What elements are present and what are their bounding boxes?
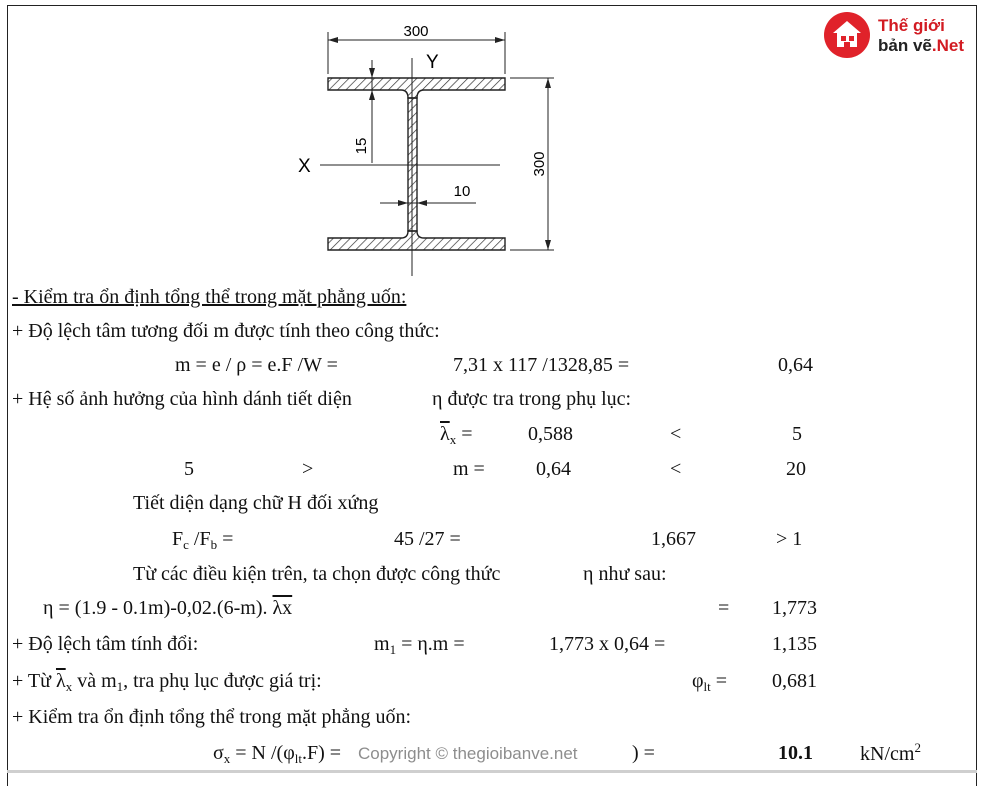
axis-x-label: X (298, 156, 311, 177)
check-intro: + Kiểm tra ổn định tổng thể trong mặt phẳng uốn: (12, 706, 411, 728)
lambda-lt: < (670, 423, 682, 445)
eta-eq: = (718, 597, 730, 619)
lambda-x: $\overline{\lambda}_x$ = (440, 423, 473, 447)
m1-formula: $m_1 = \eta.m$ = (374, 633, 465, 657)
range-m: m = (453, 458, 485, 480)
phi-value: 0,681 (772, 670, 817, 692)
lambda-value: 0,588 (528, 423, 573, 445)
sigma-formula: $\sigma_x = N$ $/(\varphi_{lt}.F)$ = (213, 742, 342, 766)
m-value: 0,64 (778, 354, 813, 376)
m1-calc: 1,773 x 0,64 = (549, 633, 666, 655)
phi-symbol: $\varphi_{lt}$ = (692, 670, 728, 694)
range-high: 20 (786, 458, 806, 480)
range-m-value: 0,64 (536, 458, 571, 480)
eta-value: 1,773 (772, 597, 817, 619)
m1-intro: + Độ lệch tâm tính đổi: (12, 633, 199, 655)
logo-line2: bản vẽ.Net (878, 36, 964, 55)
eta-formula: η = (1.9 - 0.1m)-0,02.(6-m). $\overline{\lambda x}$ (43, 597, 293, 619)
fc-fb-ratio: $F_c$ $/F_b$ = (172, 528, 234, 552)
bottom-divider (7, 770, 977, 773)
fc-compare: > 1 (776, 528, 803, 550)
sigma-value: 10.1 (778, 742, 813, 764)
dim-width-label: 300 (403, 23, 429, 40)
shape-intro: + Hệ số ảnh hưởng của hình dánh tiết diện (12, 388, 352, 410)
choose-text: Từ các điều kiện trên, ta chọn được công thức (133, 563, 501, 585)
choose-eta: η như sau: (583, 563, 667, 585)
shape-eta: η được tra trong phụ lục: (432, 388, 632, 410)
bottom-flange (328, 231, 505, 250)
top-flange (328, 78, 505, 98)
lambda-limit: 5 (792, 423, 802, 445)
sigma-tail: ) = (632, 742, 655, 764)
logo-line1: Thế giới (878, 16, 945, 35)
fc-calc: 45 /27 = (394, 528, 461, 550)
sigma-unit: $kN/cm^2$ (860, 740, 921, 765)
m1-value: 1,135 (772, 633, 817, 655)
house-logo-icon (824, 12, 870, 58)
site-logo (822, 10, 972, 62)
h-section-drawing (290, 18, 580, 280)
m-calc: 7,31 x 117 /1328,85 = (453, 354, 630, 376)
ecc-intro: + Độ lệch tâm tương đối m được tính theo công thức: (12, 320, 440, 342)
copyright-watermark: Copyright © thegioibanve.net (358, 744, 578, 763)
dim-flange-label: 15 (353, 137, 370, 155)
dim-web-label: 10 (453, 183, 471, 200)
section-heading: - Kiểm tra ổn định tổng thể trong mặt phẳng uốn: (12, 286, 407, 308)
section-type: Tiết diện dạng chữ H đối xứng (133, 492, 379, 514)
range-low: 5 (184, 458, 194, 480)
phi-intro: + Từ $\overline{\lambda}_x$ và $m_1$, tra phụ lục được giá trị: (12, 670, 322, 694)
dim-height-label: 300 (531, 151, 548, 177)
fc-value: 1,667 (651, 528, 696, 550)
m-formula: m = e / ρ = e.F /W = (175, 354, 338, 376)
range-lt: < (670, 458, 682, 480)
axis-y-label: Y (426, 52, 439, 73)
range-gt: > (302, 458, 314, 480)
